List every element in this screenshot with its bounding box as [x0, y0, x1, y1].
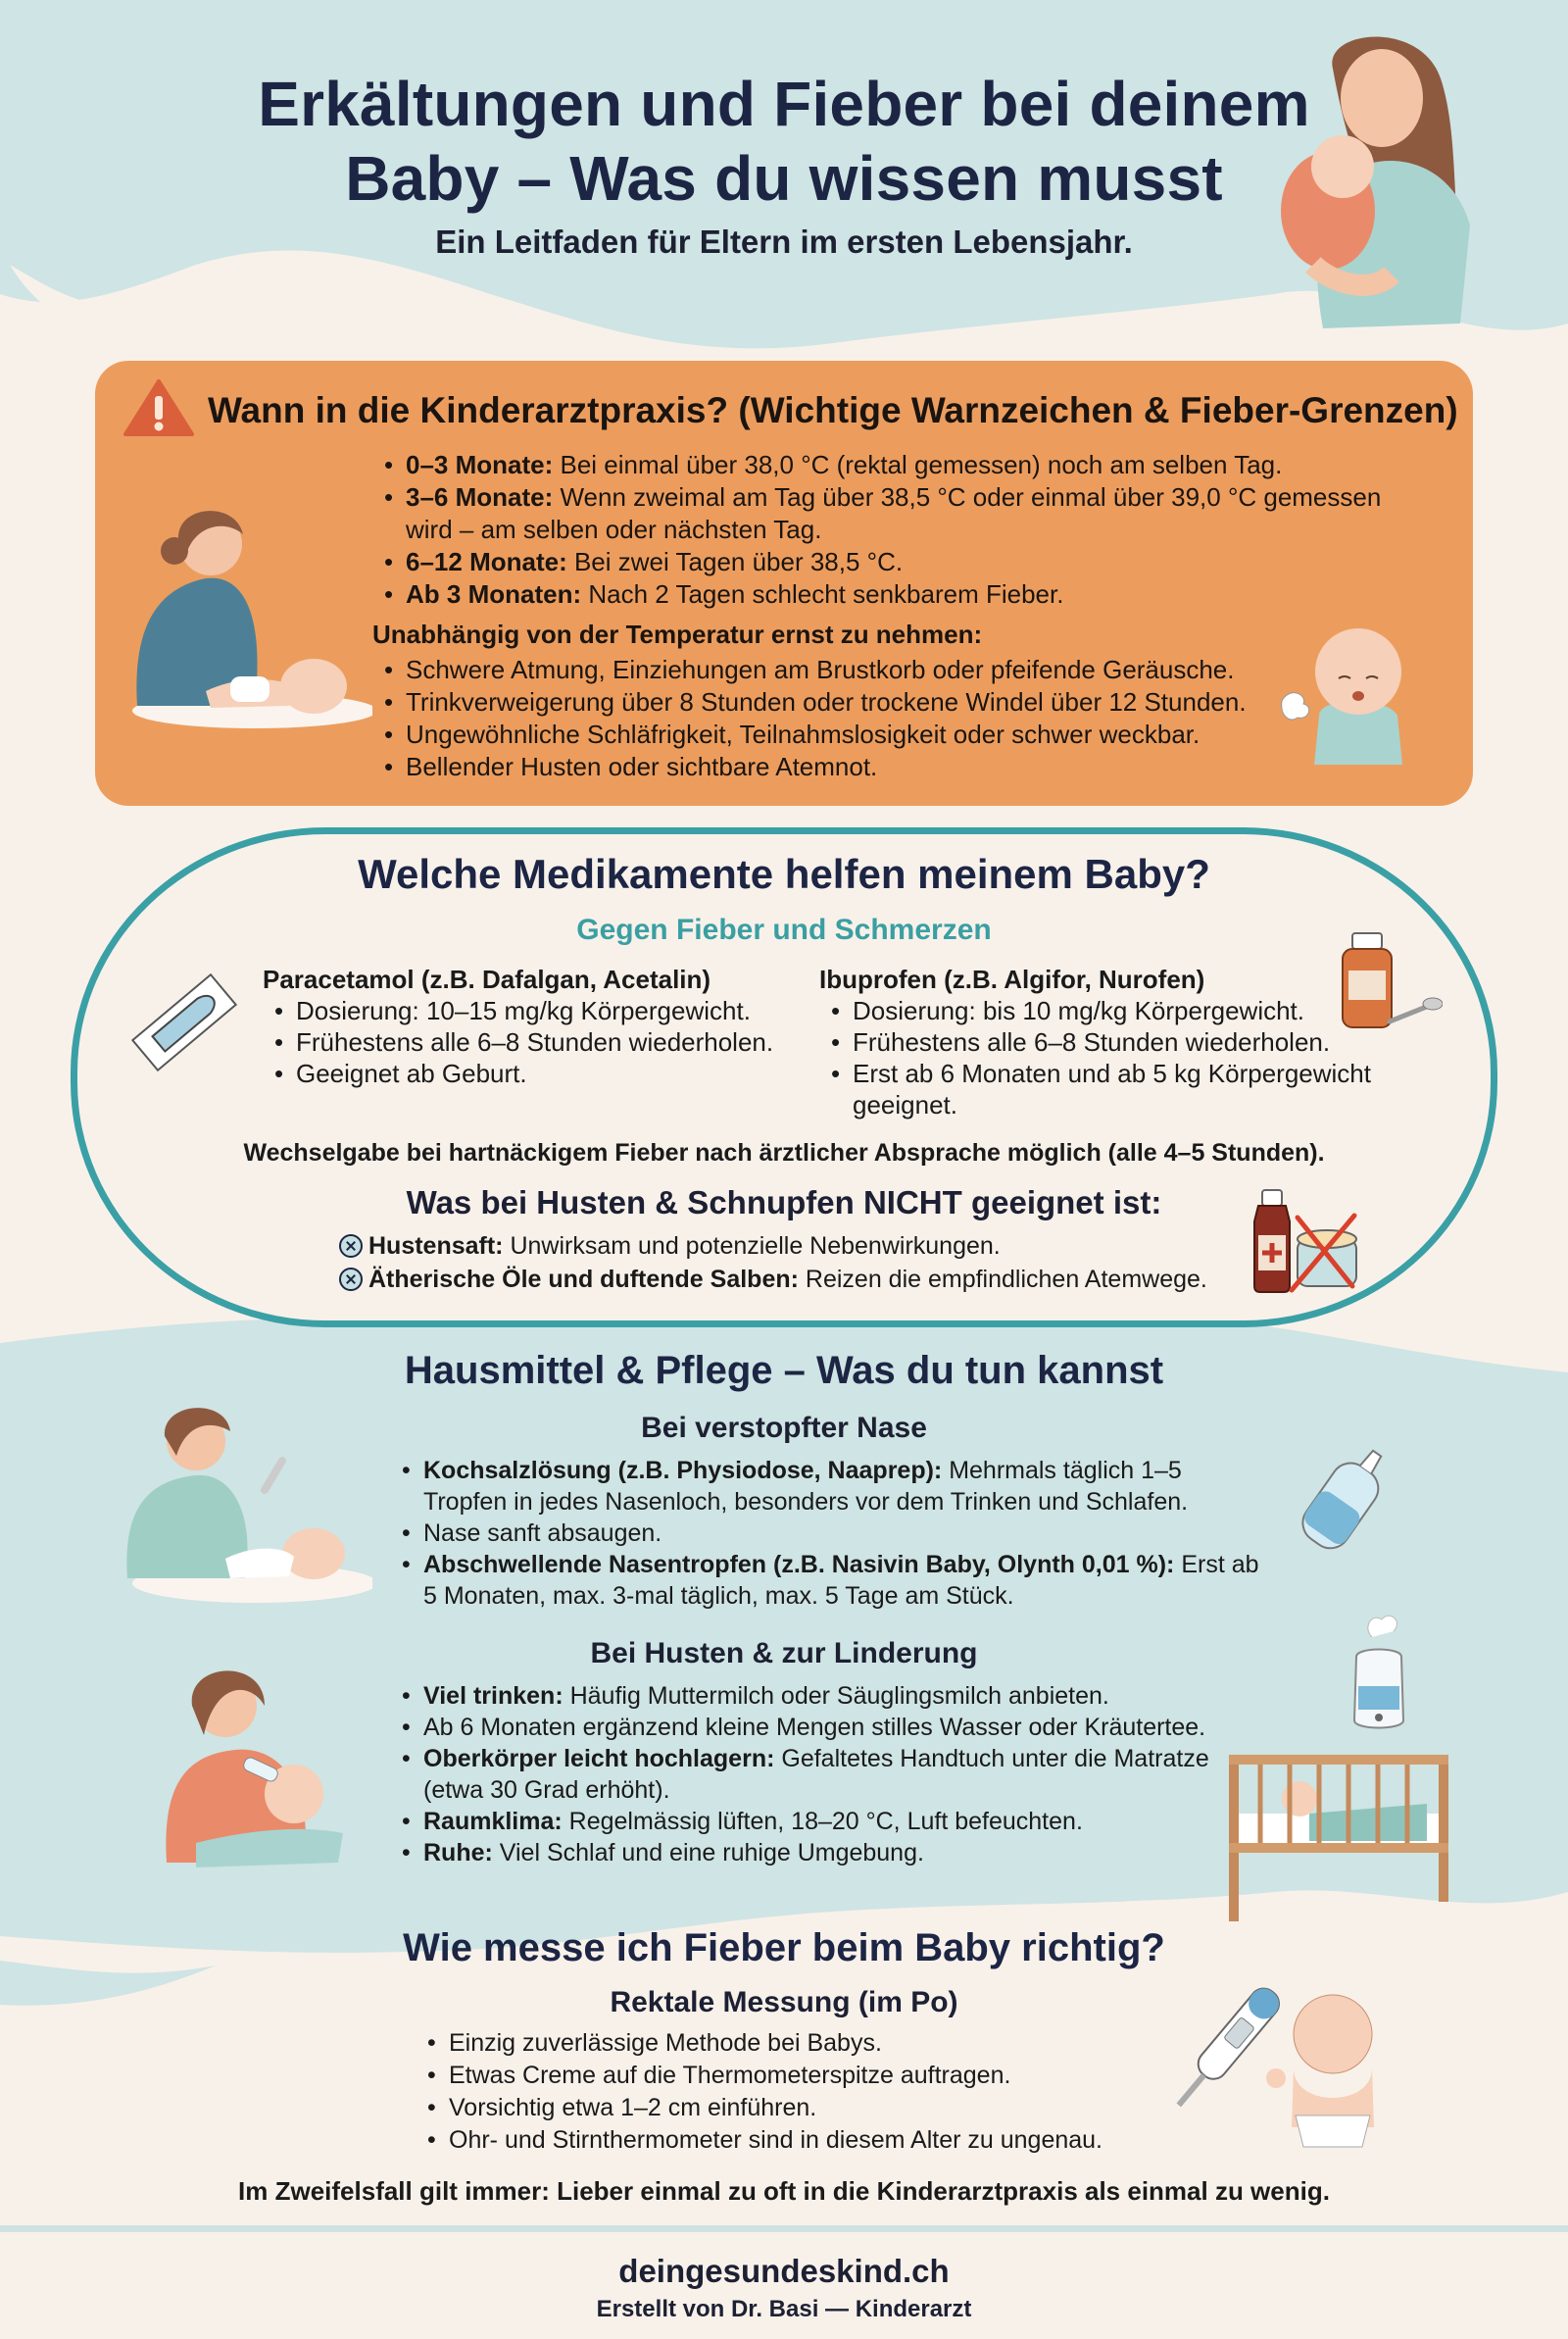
list-item: • Dosierung: bis 10 mg/kg Körpergewicht. [831, 995, 1388, 1026]
list-item: • Ruhe: Viel Schlaf und eine ruhige Umgebung. [402, 1837, 1264, 1868]
x-circle-icon [339, 1234, 363, 1258]
nasal-drops-mother-illustration [118, 1382, 372, 1608]
list-item: • 3–6 Monate: Wenn zweimal am Tag über 38,5 °C oder einmal über 39,0 °C gemessen wird – am selben oder nächsten Tag. [384, 481, 1403, 546]
list-item: • Abschwellende Nasentropfen (z.B. Nasivin Baby, Olynth 0,01 %): Erst ab 5 Monaten, max. 3-mal täglich, max. 5 Tage am Stück. [402, 1549, 1264, 1612]
list-item: • Schwere Atmung, Einziehungen am Brustkorb oder pfeifende Geräusche. [384, 654, 1296, 686]
list-item: • Dosierung: 10–15 mg/kg Körpergewicht. [274, 995, 811, 1026]
footer-divider [0, 2225, 1568, 2232]
paracetamol-name: Paracetamol (z.B. Dafalgan, Acetalin) [263, 965, 711, 994]
page-subtitle: Ein Leitfaden für Eltern im ersten Lebensjahr. [435, 224, 1133, 260]
website-link[interactable]: deingesundeskind.ch [618, 2253, 950, 2289]
ibuprofen-column [819, 964, 1388, 1120]
syrup-bottle-spoon-icon [1339, 931, 1443, 1039]
warning-title: Wann in die Kinderarztpraxis? (Wichtige Warnzeichen & Fieber-Grenzen) [208, 390, 1458, 430]
list-item: • Frühestens alle 6–8 Stunden wiederholen. [274, 1026, 811, 1058]
list-item: • Ohr- und Stirnthermometer sind in diesem Alter zu ungenau. [427, 2124, 1192, 2157]
list-item: • Ab 3 Monaten: Nach 2 Tagen schlecht senkbarem Fieber. [384, 578, 1403, 611]
nose-heading: Bei verstopfter Nase [641, 1412, 927, 1444]
crossed-out-cough-syrup-icon [1249, 1188, 1364, 1296]
page-title-line-1: Erkältungen und Fieber bei deinem [258, 69, 1310, 139]
list-item: • Frühestens alle 6–8 Stunden wiederholen. [831, 1026, 1388, 1058]
list-item: • Trinkverweigerung über 8 Stunden oder trockene Windel über 12 Stunden. [384, 686, 1296, 719]
medication-title: Welche Medikamente helfen meinem Baby? [358, 851, 1210, 897]
list-item: • Kochsalzlösung (z.B. Physiodose, Naaprep): Mehrmals täglich 1–5 Tropfen in jedes Nasenloch, besonders vor dem Trinken und Schlafen. [402, 1455, 1264, 1518]
coughing-baby-illustration [1280, 608, 1427, 765]
page-title-line-2: Baby – Was du wissen musst [345, 143, 1223, 214]
x-circle-icon [339, 1268, 363, 1291]
nose-care-list [402, 1455, 1264, 1612]
saline-spray-bottle-icon [1274, 1441, 1401, 1578]
crib-illustration [1221, 1735, 1456, 1921]
fever-threshold-list [384, 449, 1403, 611]
list-item: • Raumklima: Regelmässig lüften, 18–20 °C, Luft befeuchten. [402, 1806, 1264, 1837]
not-suitable-title: Was bei Husten & Schnupfen NICHT geeignet ist: [406, 1184, 1162, 1220]
list-item: Ätherische Öle und duftende Salben: Reizen die empfindlichen Atemwege. [339, 1263, 1241, 1296]
suppository-icon [123, 969, 245, 1076]
list-item: • Erst ab 6 Monaten und ab 5 kg Körpergewicht geeignet. [831, 1058, 1388, 1120]
independent-signs-heading: Unabhängig von der Temperatur ernst zu nehmen: [372, 620, 983, 649]
warning-triangle-icon [123, 378, 194, 437]
list-item: • Einzig zuverlässige Methode bei Babys. [427, 2027, 1192, 2060]
home-care-title: Hausmittel & Pflege – Was du tun kannst [404, 1349, 1164, 1392]
list-item: • Bellender Husten oder sichtbare Atemnot. [384, 751, 1296, 783]
list-item: • Ab 6 Monaten ergänzend kleine Mengen stilles Wasser oder Kräutertee. [402, 1712, 1264, 1743]
alternating-dose-note: Wechselgabe bei hartnäckigem Fieber nach ärztlicher Absprache möglich (alle 4–5 Stunden). [243, 1139, 1325, 1167]
list-item: • Ungewöhnliche Schläfrigkeit, Teilnahmslosigkeit oder schwer weckbar. [384, 719, 1296, 751]
cough-heading: Bei Husten & zur Linderung [590, 1637, 978, 1669]
warning-signs-list [384, 654, 1296, 783]
list-item: • Viel trinken: Häufig Muttermilch oder Säuglingsmilch anbieten. [402, 1680, 1264, 1712]
list-item: • 0–3 Monate: Bei einmal über 38,0 °C (rektal gemessen) noch am selben Tag. [384, 449, 1403, 481]
list-item: Hustensaft: Unwirksam und potenzielle Nebenwirkungen. [339, 1229, 1241, 1263]
list-item: • Nase sanft absaugen. [402, 1518, 1264, 1549]
list-item: • Etwas Creme auf die Thermometerspitze auftragen. [427, 2060, 1192, 2092]
measuring-title: Wie messe ich Fieber beim Baby richtig? [403, 1926, 1165, 1969]
not-suitable-list [339, 1229, 1241, 1296]
list-item: • Vorsichtig etwa 1–2 cm einführen. [427, 2092, 1192, 2124]
author-credit: Erstellt von Dr. Basi — Kinderarzt [596, 2296, 972, 2322]
list-item: • Oberkörper leicht hochlagern: Gefaltetes Handtuch unter die Matratze (etwa 30 Grad erhöht). [402, 1743, 1264, 1806]
worried-mother-illustration [118, 480, 372, 735]
measuring-steps-list [427, 2027, 1192, 2157]
ibuprofen-name: Ibuprofen (z.B. Algifor, Nurofen) [819, 965, 1205, 994]
closing-advice: Im Zweifelsfall gilt immer: Lieber einmal zu oft in die Kinderarztpraxis als einmal zu wenig. [238, 2176, 1330, 2206]
baby-sitting-illustration [1264, 1990, 1392, 2157]
cough-care-list [402, 1680, 1264, 1868]
mother-holding-baby-illustration [1254, 29, 1480, 333]
rectal-measurement-heading: Rektale Messung (im Po) [610, 1986, 958, 2018]
list-item: • 6–12 Monate: Bei zwei Tagen über 38,5 °C. [384, 546, 1403, 578]
list-item: • Geeignet ab Geburt. [274, 1058, 811, 1089]
humidifier-icon [1345, 1608, 1413, 1735]
paracetamol-column [263, 964, 811, 1089]
page-title [225, 67, 1343, 216]
mother-bottle-feeding-illustration [157, 1647, 353, 1882]
medication-subtitle: Gegen Fieber und Schmerzen [576, 914, 992, 946]
